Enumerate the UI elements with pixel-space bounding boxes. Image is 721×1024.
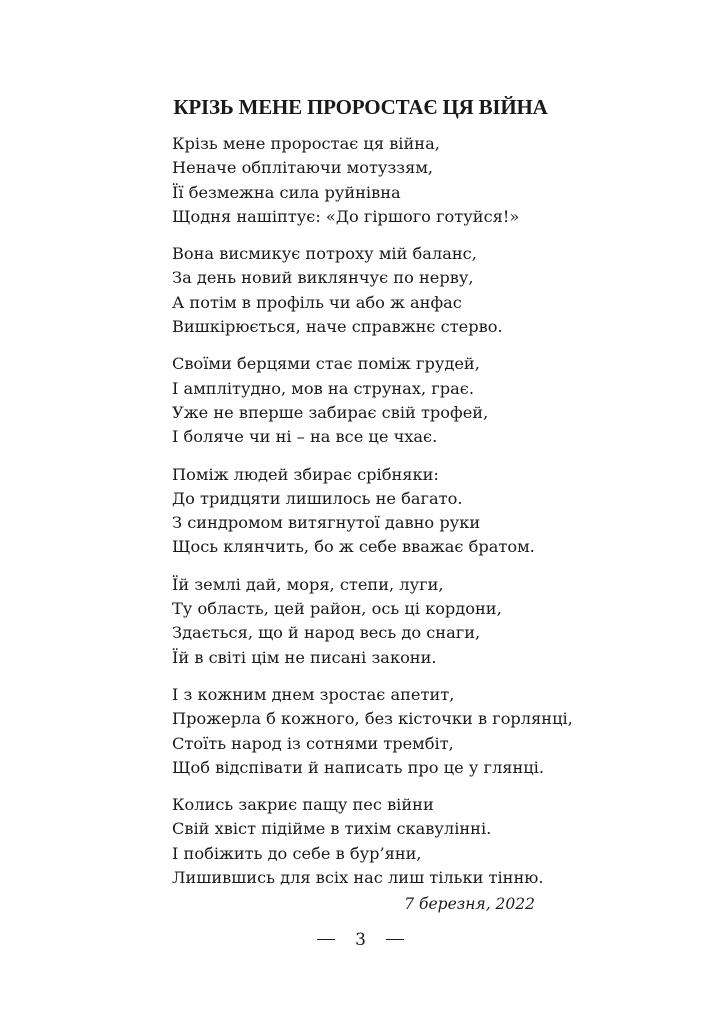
- poem-line: Колись закриє пащу пес війни: [172, 795, 434, 815]
- poem-line: Вона висмикує потроху мій баланс,: [172, 244, 477, 264]
- poem-line: Стоїть народ із сотнями трембіт,: [172, 733, 454, 753]
- poem-line: Уже не вперше забирає свій трофей,: [172, 402, 489, 422]
- page-footer: [0, 928, 721, 952]
- dash-left: [317, 939, 335, 940]
- poem-line: Щоб відспівати й написать про це у глянці.: [172, 757, 544, 777]
- dash-right: [386, 939, 404, 940]
- poem-line: Вишкірюється, наче справжнє стерво.: [172, 317, 503, 337]
- poem-line: Неначе обплітаючи мотуззям,: [172, 158, 434, 178]
- poem-line: Щось клянчить, бо ж себе вважає братом.: [172, 537, 535, 557]
- poem-line: Щодня нашіптує: «До гіршого готуйся!»: [172, 206, 520, 226]
- stanza-3: [172, 352, 672, 449]
- poem-line: Свій хвіст підійме в тихім скавулінні.: [172, 819, 492, 839]
- stanza-7: [172, 793, 672, 890]
- page-number: 3: [355, 930, 366, 950]
- stanza-5: [172, 573, 672, 670]
- poem-body: [172, 132, 672, 903]
- poem-line: Крізь мене проростає ця війна,: [172, 134, 440, 153]
- poem-line: Лишившись для всіх нас лиш тільки тінню.: [172, 868, 544, 888]
- stanza-2: [172, 242, 672, 339]
- poem-line: І боляче чи ні – на все це чхає.: [172, 427, 438, 447]
- poem-line: І амплітудно, мов на струнах, грає.: [172, 378, 474, 398]
- poem-line: Прожерла б кожного, без кісточки в горлянці,: [172, 709, 573, 729]
- poem-title: КРІЗЬ МЕНЕ ПРОРОСТАЄ ЦЯ ВІЙНА: [173, 95, 548, 119]
- poem-line: Поміж людей збирає срібняки:: [172, 464, 439, 484]
- stanza-6: [172, 683, 672, 780]
- poem-date: 7 березня, 2022: [404, 895, 535, 913]
- poem-line: А потім в профіль чи або ж анфас: [172, 292, 462, 312]
- stanza-1: [172, 132, 672, 229]
- poem-line: До тридцяти лишилось не багато.: [172, 488, 463, 508]
- poem-line: Своїми берцями стає поміж грудей,: [172, 354, 480, 374]
- poem-line: За день новий виклянчує по нерву,: [172, 268, 474, 288]
- poem-line: Ту область, цей район, ось ці кордони,: [172, 599, 502, 619]
- poem-line: Здається, що й народ весь до снаги,: [172, 623, 481, 643]
- poem-line: Їй землі дай, моря, степи, луги,: [172, 574, 444, 594]
- poem-line: Їй в світі цім не писані закони.: [172, 647, 437, 667]
- poem-line: З синдромом витягнутої давно руки: [172, 513, 481, 533]
- poem-line: І з кожним днем зростає апетит,: [172, 684, 455, 704]
- poem-line: Її безмежна сила руйнівна: [172, 182, 401, 202]
- poem-line: І побіжить до себе в бур’яни,: [172, 843, 422, 863]
- stanza-4: [172, 463, 672, 560]
